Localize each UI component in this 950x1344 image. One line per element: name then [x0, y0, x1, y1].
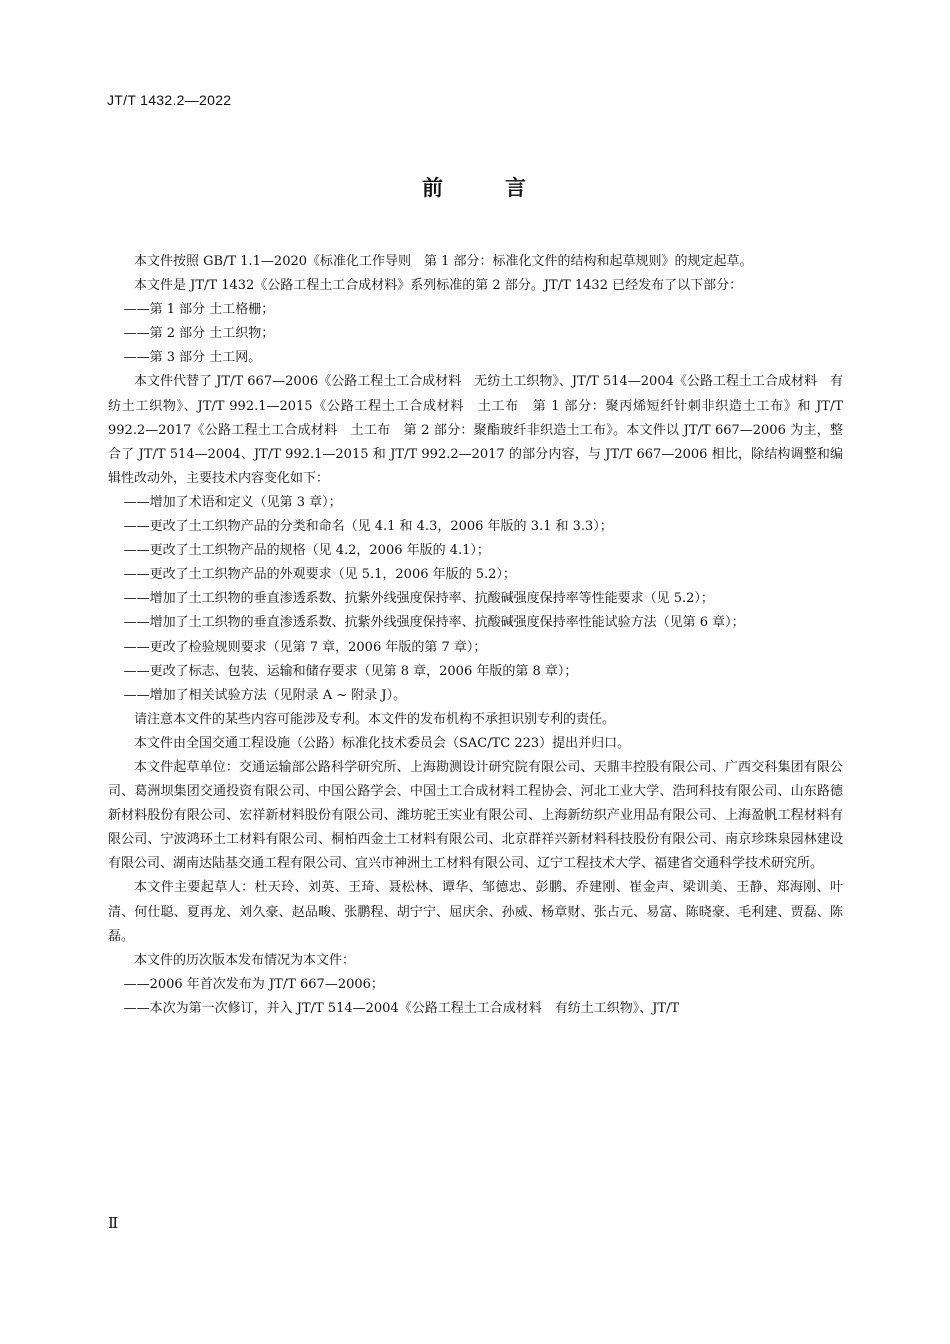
- paragraph-drafting-units: 本文件起草单位：交通运输部公路科学研究所、上海勘测设计研究院有限公司、天鼎丰控股有限公司、广西交科集团有限公司、葛洲坝集团交通投资有限公司、中国公路学会、中国土工合成材料工程协会、河北工业大学、浩珂科技有限公司、山东路德新材料股份有限公司、宏祥新材料股份有限公司、潍坊驼王实业有限公司、上海新纺织产业用品有限公司、上海盈帆工程材料有限公司、宁波鸿环土工材料有限公司、桐柏西金土工材料有限公司、北京群祥兴新材料科技股份有限公司、南京珍珠泉园林建设有限公司、湖南达陆基交通工程有限公司、宜兴市神洲土工材料有限公司、辽宁工程技术大学、福建省交通科学技术研究所。: [108, 759, 843, 872]
- list-item: ——更改了土工织物产品的规格（见 4.2，2006 年版的 4.1）；: [123, 543, 490, 559]
- list-item: ——第 3 部分 土工网。: [123, 350, 262, 366]
- paragraph-committee: 本文件由全国交通工程设施（公路）标准化技术委员会（SAC/TC 223）提出并归口。: [134, 735, 631, 751]
- list-item: ——更改了土工织物产品的外观要求（见 5.1，2006 年版的 5.2）；: [123, 567, 516, 583]
- list-item: ——2006 年首次发布为 JT/T 667—2006；: [123, 976, 384, 992]
- list-item: ——增加了土工织物的垂直渗透系数、抗紫外线强度保持率、抗酸碱强度保持率性能试验方法（见第 6 章）；: [123, 615, 745, 631]
- paragraph-drafting-rules: 本文件按照 GB/T 1.1—2020《标准化工作导则 第 1 部分：标准化文件的结构和起草规则》的规定起草。: [134, 254, 753, 269]
- paragraph-patent: 请注意本文件的某些内容可能涉及专利。本文件的发布机构不承担识别专利的责任。: [134, 711, 616, 727]
- page-number: Ⅱ: [108, 1216, 119, 1232]
- title-char-1: 前: [422, 176, 445, 200]
- paragraph-history: 本文件的历次版本发布情况为本文件：: [134, 952, 356, 968]
- page-title: [0, 172, 950, 202]
- list-item: ——本次为第一次修订，并入 JT/T 514—2004《公路工程土工合成材料 有纺土工织物》、JT/T: [123, 1000, 680, 1016]
- list-item: ——增加了相关试验方法（见附录 A ~ 附录 J）。: [123, 687, 407, 703]
- standard-code: JT/T 1432.2—2022: [107, 92, 232, 108]
- list-item: ——增加了土工织物的垂直渗透系数、抗紫外线强度保持率、抗酸碱强度保持率等性能要求（见 5.2）；: [123, 591, 714, 607]
- list-item: ——第 2 部分 土工织物；: [123, 326, 275, 342]
- list-item: ——增加了术语和定义（见第 3 章）；: [123, 494, 342, 510]
- title-char-2: 言: [505, 176, 528, 200]
- list-item: ——更改了土工织物产品的分类和命名（见 4.1 和 4.3，2006 年版的 3.1 和 3.3）；: [123, 519, 613, 535]
- paragraph-drafters: 本文件主要起草人：杜天玲、刘英、王琦、聂松林、谭华、邹德忠、彭鹏、乔建刚、崔金声、梁训美、王静、郑海刚、叶清、何仕聪、夏再龙、刘久豪、赵品畯、张鹏程、胡宁宁、屈庆余、孙威、杨章财、张占元、易富、陈晓豪、毛利建、贾磊、陈磊。: [108, 880, 843, 944]
- list-item: ——第 1 部分 土工格栅；: [123, 302, 275, 318]
- document-body: [108, 250, 843, 1021]
- list-item: ——更改了检验规则要求（见第 7 章，2006 年版的第 7 章）；: [123, 639, 487, 655]
- paragraph-series: 本文件是 JT/T 1432《公路工程土工合成材料》系列标准的第 2 部分。JT/T 1432 已经发布了以下部分：: [134, 278, 743, 294]
- paragraph-replacement: 本文件代替了 JT/T 667—2006《公路工程土工合成材料 无纺土工织物》、JT/T 514—2004《公路工程土工合成材料 有纺土工织物》、JT/T 992.1—2015《公路工程土工合成材料 土工布 第 1 部分：聚丙烯短纤针刺非织造土工布》和 JT/T 992.2—2017《公路工程土工合成材料 土工布 第 2 部分：聚酯玻纤非织造土工布》。本文件以 JT/T 667—2006 为主，整合了 JT/T 514—2004、JT/T 992.1—2015 和 JT/T 992.2—2017 的部分内容，与 JT/T 667—2006 相比，除结构调整和编辑性改动外，主要技术内容变化如下：: [108, 374, 843, 486]
- list-item: ——更改了标志、包装、运输和储存要求（见第 8 章，2006 年版的第 8 章）；: [123, 663, 578, 679]
